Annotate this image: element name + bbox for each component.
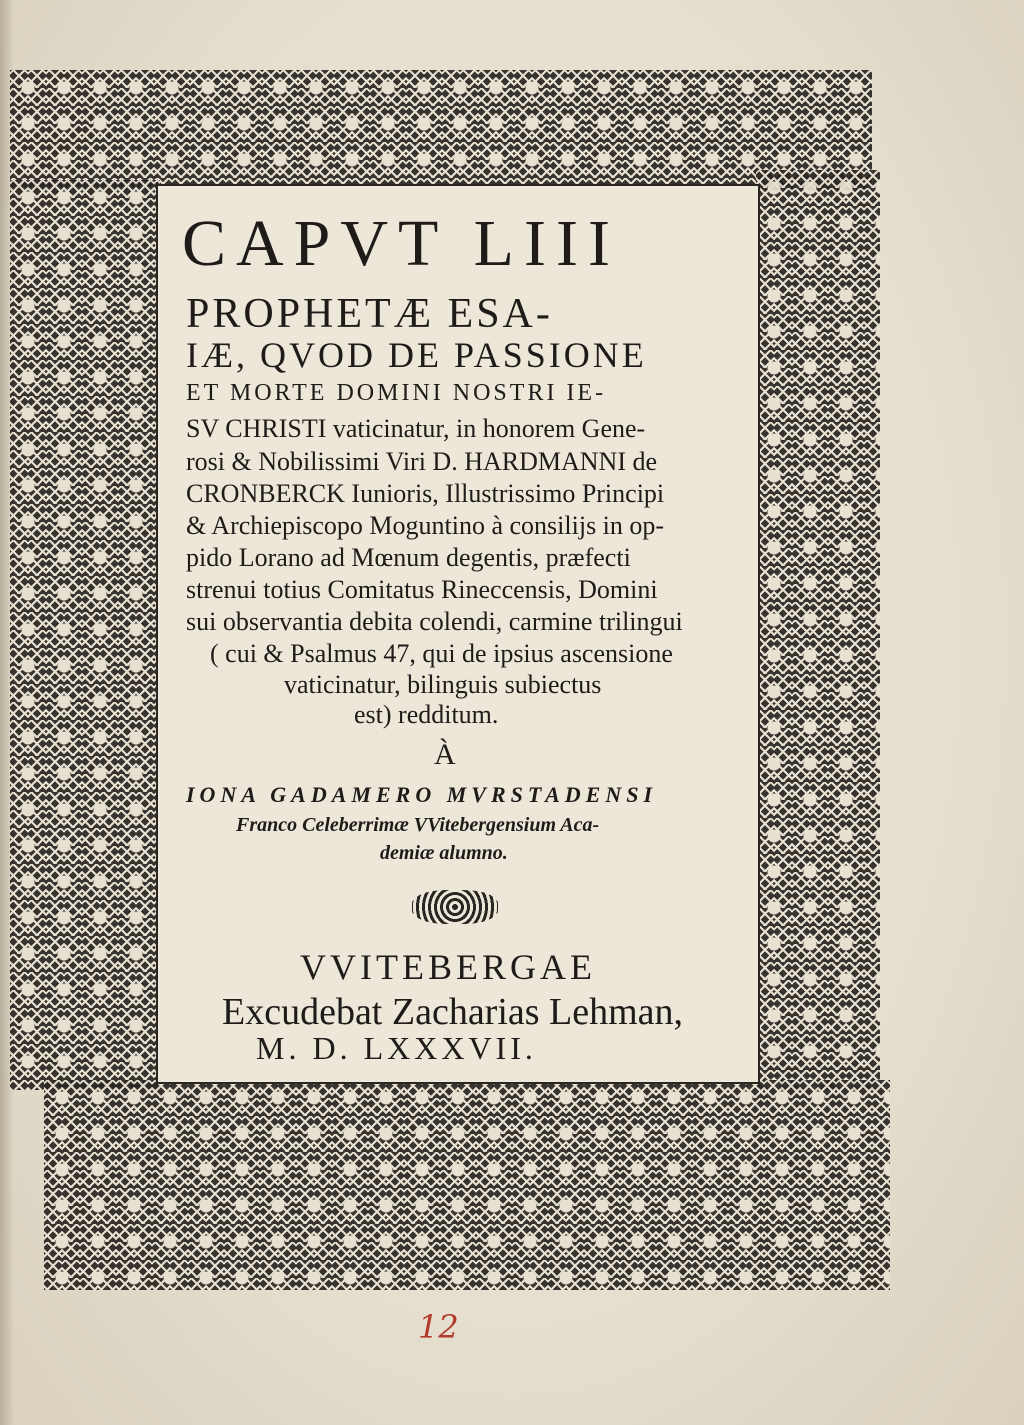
title-line-3: ET MORTE DOMINI NOSTRI IE- — [186, 380, 607, 406]
title-line-11: ( cui & Psalmus 47, qui de ipsius ascensione — [210, 639, 673, 668]
title-line-7: & Archiepiscopo Moguntino à consilijs in op- — [186, 511, 665, 540]
author-name: IONA GADAMERO MVRSTADENSI — [186, 782, 658, 807]
imprint-city: VVITEBERGAE — [300, 947, 596, 987]
ornamental-border-bottom — [44, 1080, 890, 1290]
author-affiliation-2: demiæ alumno. — [380, 842, 508, 864]
title-line-13: est) redditum. — [354, 700, 499, 729]
ornamental-border-right — [756, 170, 880, 1090]
fleuron-ornament — [412, 890, 498, 924]
chapter-title: CAPVT LIII — [182, 207, 620, 280]
title-line-5: rosi & Nobilissimi Viri D. HARDMANNI de — [186, 447, 658, 476]
title-line-8: pido Lorano ad Mœnum degentis, præfecti — [186, 543, 631, 572]
a-preposition: À — [434, 738, 456, 771]
imprint-year: M. D. LXXXVII. — [256, 1030, 537, 1066]
title-line-4: SV CHRISTI vaticinatur, in honorem Gene- — [186, 414, 646, 443]
title-line-12: vaticinatur, bilinguis subiectus — [284, 670, 602, 699]
page-number: 12 — [418, 1308, 459, 1346]
title-line-6: CRONBERCK Iunioris, Illustrissimo Principi — [186, 479, 665, 508]
title-line-10: sui observantia debita colendi, carmine trilingui — [186, 607, 683, 636]
ornamental-border-top — [10, 70, 872, 190]
ornamental-border-left — [10, 180, 160, 1090]
title-line-1: PROPHETÆ ESA- — [186, 291, 553, 337]
title-line-9: strenui totius Comitatus Rineccensis, Domini — [186, 575, 658, 604]
title-line-2: IÆ, QVOD DE PASSIONE — [186, 335, 647, 375]
imprint-printer: Excudebat Zacharias Lehman, — [222, 991, 684, 1033]
author-affiliation: Franco Celeberrimæ VVitebergensium Aca- — [236, 814, 600, 836]
